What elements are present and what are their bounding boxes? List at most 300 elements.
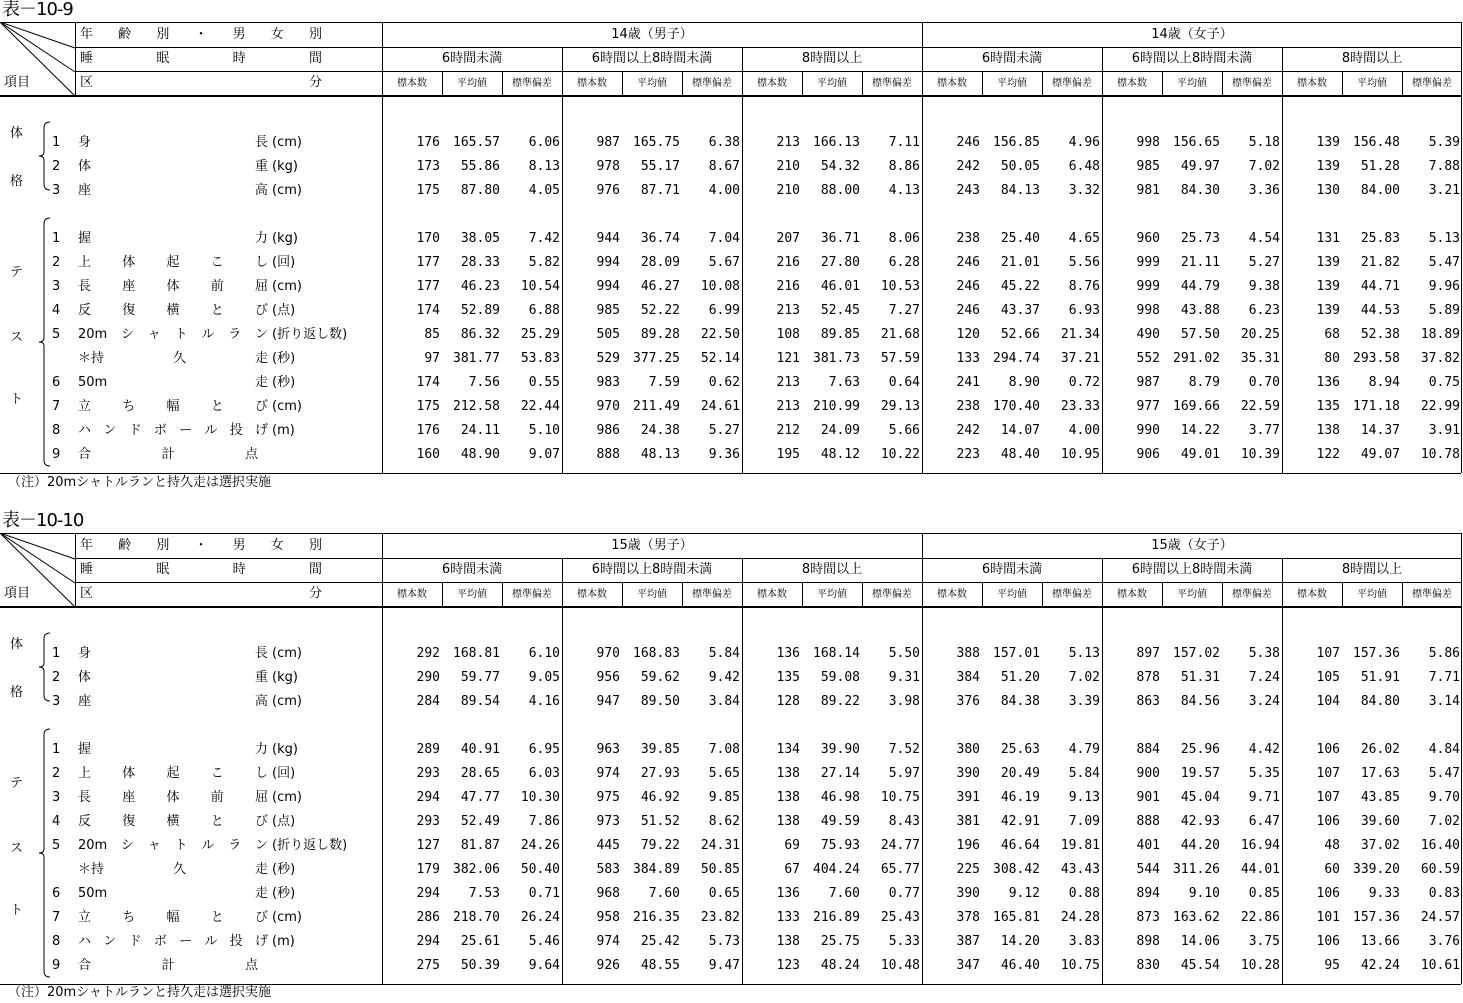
table-cell: 878 — [1136, 670, 1160, 685]
header-stat-label: 標本数 — [757, 589, 787, 600]
table-cell: 216.89 — [813, 910, 860, 925]
table-cell: 8.90 — [1008, 375, 1040, 390]
table-cell: 4.05 — [528, 183, 560, 198]
row-item-char: び — [254, 303, 268, 318]
table-cell: 46.98 — [820, 790, 860, 805]
table-cell: 242 — [956, 159, 980, 174]
table-cell: 7.86 — [528, 814, 560, 829]
table-cell: 293 — [416, 766, 440, 781]
header-category-label-char: 分 — [308, 586, 322, 601]
header-stat-label: 標本数 — [1117, 589, 1147, 600]
table-cell: 89.54 — [460, 694, 500, 709]
table-cell: 22.86 — [1240, 910, 1280, 925]
table-cell: 106 — [1316, 814, 1340, 829]
header-age-sex-label-char: 齢 — [118, 538, 132, 553]
table-cell: 46.27 — [640, 279, 680, 294]
table-cell: 10.39 — [1240, 447, 1280, 462]
table-cell: 57.59 — [880, 351, 920, 366]
table-cell: 990 — [1136, 423, 1160, 438]
table-cell: 9.70 — [1428, 790, 1460, 805]
table-cell: 888 — [596, 447, 620, 462]
table-cell: 404.24 — [813, 862, 860, 877]
row-item-char: 長 — [254, 646, 268, 661]
row-unit: (秒) — [272, 351, 296, 366]
header-item-label: 項目 — [4, 75, 31, 90]
row-item-char: ラ — [228, 838, 242, 853]
table-cell: 18.89 — [1420, 327, 1460, 342]
table-cell: 95 — [1324, 958, 1340, 973]
table-cell: 25.83 — [1360, 231, 1400, 246]
table-cell: 25.63 — [1000, 742, 1040, 757]
data-table — [0, 533, 1463, 984]
table-cell: 43.37 — [1000, 303, 1040, 318]
table-cell: 106 — [1316, 886, 1340, 901]
table-cell: 994 — [596, 279, 620, 294]
table-cell: 246 — [956, 303, 980, 318]
table-cell: 196 — [956, 838, 980, 853]
table-cell: 5.39 — [1428, 135, 1460, 150]
table-cell: 177 — [416, 279, 440, 294]
row-item-name — [78, 934, 268, 950]
table-cell: 3.75 — [1248, 934, 1280, 949]
table-cell: 46.92 — [640, 790, 680, 805]
row-unit: (秒) — [272, 886, 296, 901]
table-cell: 223 — [956, 447, 980, 462]
row-item-name — [78, 766, 268, 782]
table-title: 表－10-10 — [2, 510, 84, 531]
header-stat-label: 平均値 — [997, 78, 1027, 89]
table-cell: 944 — [596, 231, 620, 246]
row-item-char: 体 — [166, 279, 180, 294]
table-cell: 51.31 — [1180, 670, 1220, 685]
row-unit: (cm) — [272, 646, 302, 661]
table-cell: 6.88 — [528, 303, 560, 318]
table-cell: 177 — [416, 255, 440, 270]
table-cell: 970 — [596, 399, 620, 414]
table-cell: 5.65 — [708, 766, 740, 781]
table-cell: 139 — [1316, 279, 1340, 294]
table-cell: 136 — [1316, 375, 1340, 390]
table-cell: 212 — [776, 423, 800, 438]
header-sleep-group: 8時間以上 — [801, 562, 863, 577]
table-cell: 311.26 — [1173, 862, 1220, 877]
table-cell: 179 — [416, 862, 440, 877]
table-cell: 134 — [776, 742, 800, 757]
table-cell: 382.06 — [453, 862, 500, 877]
table-cell: 0.62 — [708, 375, 740, 390]
table-cell: 290 — [416, 670, 440, 685]
table-cell: 8.43 — [888, 814, 920, 829]
row-item-char: ル — [204, 423, 218, 438]
table-cell: 42.91 — [1000, 814, 1040, 829]
row-number: 3 — [52, 790, 61, 805]
row-item-name — [78, 447, 258, 463]
table-cell: 6.03 — [528, 766, 560, 781]
table-cell: 25.73 — [1180, 231, 1220, 246]
table-cell: 127 — [416, 838, 440, 853]
header-sleep-label-char: 時 — [232, 562, 246, 577]
table-cell: 24.11 — [460, 423, 500, 438]
table-cell: 0.77 — [888, 886, 920, 901]
table-cell: 3.91 — [1428, 423, 1460, 438]
table-cell: 79.22 — [640, 838, 680, 853]
header-stat-label: 平均値 — [1177, 78, 1207, 89]
table-cell: 21.82 — [1360, 255, 1400, 270]
table-cell: 246 — [956, 279, 980, 294]
table-cell: 156.48 — [1353, 135, 1400, 150]
row-number: 4 — [52, 303, 61, 318]
row-item-char: 復 — [122, 814, 136, 829]
table-cell: 884 — [1136, 742, 1160, 757]
row-item-char: 立 — [78, 910, 92, 925]
table-cell: 21.68 — [880, 327, 920, 342]
table-cell: 10.54 — [520, 279, 560, 294]
table-cell: 106 — [1316, 934, 1340, 949]
table-cell: 987 — [596, 135, 620, 150]
table-cell: 7.71 — [1428, 670, 1460, 685]
header-sleep-group: 8時間以上 — [1341, 51, 1403, 66]
table-cell: 135 — [776, 670, 800, 685]
header-stat-label: 平均値 — [637, 589, 667, 600]
header-male-group: 14歳（男子） — [611, 27, 693, 42]
table-cell: 170.40 — [993, 399, 1040, 414]
table-cell: 67 — [784, 862, 800, 877]
table-cell: 52.66 — [1000, 327, 1040, 342]
row-unit: (kg) — [272, 670, 298, 685]
table-cell: 37.21 — [1060, 351, 1100, 366]
row-number: 3 — [52, 694, 61, 709]
table-cell: 4.00 — [708, 183, 740, 198]
header-sleep-group: 6時間未満 — [981, 562, 1043, 577]
table-cell: 138 — [776, 766, 800, 781]
table-cell: 14.06 — [1180, 934, 1220, 949]
row-item-name — [78, 303, 268, 319]
row-item-char: ち — [122, 399, 136, 414]
row-item-char: 横 — [166, 303, 180, 318]
row-item-char: 走 — [254, 351, 268, 366]
table-cell: 9.05 — [528, 670, 560, 685]
body-group-label: 体 — [10, 637, 24, 652]
row-unit: (回) — [272, 255, 296, 270]
row-item-char: ン — [103, 934, 117, 949]
table-cell: 174 — [416, 375, 440, 390]
header-sleep-group: 6時間未満 — [981, 51, 1043, 66]
table-cell: 4.96 — [1068, 135, 1100, 150]
table-cell: 163.62 — [1173, 910, 1220, 925]
row-item-char: ハ — [78, 934, 92, 949]
table-cell: 7.02 — [1068, 670, 1100, 685]
row-unit: (kg) — [272, 231, 298, 246]
table-cell: 958 — [596, 910, 620, 925]
table-cell: 401 — [1136, 838, 1160, 853]
table-cell: 7.88 — [1428, 159, 1460, 174]
table-cell: 583 — [596, 862, 620, 877]
table-cell: 138 — [776, 790, 800, 805]
table-cell: 381.77 — [453, 351, 500, 366]
table-cell: 830 — [1136, 958, 1160, 973]
table-cell: 0.64 — [888, 375, 920, 390]
table-cell: 168.83 — [633, 646, 680, 661]
table-cell: 55.86 — [460, 159, 500, 174]
row-unit: (秒) — [272, 375, 296, 390]
table-cell: 84.56 — [1180, 694, 1220, 709]
table-cell: 216 — [776, 255, 800, 270]
table-cell: 139 — [1316, 135, 1340, 150]
row-item-name — [78, 670, 268, 686]
table-cell: 5.47 — [1428, 766, 1460, 781]
header-stat-label: 標準偏差 — [692, 78, 732, 89]
row-item-char: し — [254, 255, 268, 270]
header-age-sex-label-char: 別 — [156, 27, 170, 42]
table-cell: 293.58 — [1353, 351, 1400, 366]
row-item-char: 合 — [78, 447, 92, 462]
test-group-label: ト — [10, 392, 24, 407]
table-cell: 45.54 — [1180, 958, 1220, 973]
header-stat-label: 標本数 — [757, 78, 787, 89]
table-cell: 9.07 — [528, 447, 560, 462]
table-cell: 10.53 — [880, 279, 920, 294]
table-cell: 7.60 — [828, 886, 860, 901]
table-cell: 6.38 — [708, 135, 740, 150]
table-cell: 5.86 — [1428, 646, 1460, 661]
table-cell: 48.55 — [640, 958, 680, 973]
table-cell: 84.80 — [1360, 694, 1400, 709]
header-sleep-group: 6時間未満 — [441, 51, 503, 66]
table-cell: 75.93 — [820, 838, 860, 853]
table-cell: 7.56 — [468, 375, 500, 390]
table-cell: 7.53 — [468, 886, 500, 901]
table-cell: 5.38 — [1248, 646, 1280, 661]
table-cell: 19.81 — [1060, 838, 1100, 853]
table-cell: 906 — [1136, 447, 1160, 462]
table-cell: 986 — [596, 423, 620, 438]
table-cell: 54.32 — [820, 159, 860, 174]
table-cell: 50.85 — [700, 862, 740, 877]
row-item-name — [78, 910, 268, 926]
table-cell: 136 — [776, 646, 800, 661]
table-cell: 170 — [416, 231, 440, 246]
table-cell: 107 — [1316, 766, 1340, 781]
header-stat-label: 標本数 — [577, 78, 607, 89]
table-cell: 17.63 — [1360, 766, 1400, 781]
table-cell: 24.61 — [700, 399, 740, 414]
table-cell: 45.22 — [1000, 279, 1040, 294]
table-cell: 0.72 — [1068, 375, 1100, 390]
table-cell: 22.99 — [1420, 399, 1460, 414]
row-item-char: 幅 — [166, 910, 180, 925]
table-cell: 107 — [1316, 646, 1340, 661]
row-item-char: 屈 — [254, 790, 268, 805]
table-cell: 176 — [416, 135, 440, 150]
table-cell: 49.01 — [1180, 447, 1220, 462]
table-cell: 60 — [1324, 862, 1340, 877]
table-cell: 173 — [416, 159, 440, 174]
header-category-label-char: 分 — [308, 75, 322, 90]
row-unit: (m) — [272, 934, 295, 949]
table-cell: 157.36 — [1353, 910, 1400, 925]
row-item-name — [78, 423, 268, 439]
header-stat-label: 標準偏差 — [872, 589, 912, 600]
table-cell: 529 — [596, 351, 620, 366]
header-sleep-group: 6時間未満 — [441, 562, 503, 577]
table-cell: 238 — [956, 231, 980, 246]
table-cell: 10.61 — [1420, 958, 1460, 973]
table-cell: 339.20 — [1353, 862, 1400, 877]
table-cell: 51.20 — [1000, 670, 1040, 685]
header-stat-label: 平均値 — [1357, 589, 1387, 600]
table-cell: 5.46 — [528, 934, 560, 949]
table-cell: 60.59 — [1420, 862, 1460, 877]
row-item-char: ド — [128, 934, 142, 949]
row-item-char: ン — [254, 838, 268, 853]
header-sleep-label-char: 時 — [232, 51, 246, 66]
table-cell: 52.45 — [820, 303, 860, 318]
row-item-char: 座 — [122, 279, 136, 294]
table-cell: 213 — [776, 399, 800, 414]
row-item-name — [78, 399, 268, 415]
table-cell: 81.87 — [460, 838, 500, 853]
row-item-char: ボ — [153, 934, 167, 949]
body-group-label: 格 — [10, 174, 24, 189]
header-female-group: 15歳（女子） — [1151, 538, 1233, 553]
row-unit: (点) — [272, 814, 296, 829]
row-number: 2 — [52, 670, 61, 685]
table-cell: 8.13 — [528, 159, 560, 174]
row-item-char: 上 — [78, 255, 92, 270]
row-item-char: ち — [122, 910, 136, 925]
row-item-name — [78, 255, 268, 271]
header-category-label-char: 区 — [80, 586, 94, 601]
header-item-label: 項目 — [4, 586, 31, 601]
row-item-name — [78, 742, 268, 758]
table-cell: 84.30 — [1180, 183, 1220, 198]
table-cell: 900 — [1136, 766, 1160, 781]
table-cell: 46.01 — [820, 279, 860, 294]
table-cell: 387 — [956, 934, 980, 949]
table-cell: 246 — [956, 255, 980, 270]
table-cell: 10.75 — [880, 790, 920, 805]
row-item-char: 投 — [229, 423, 243, 438]
table-cell: 241 — [956, 375, 980, 390]
row-item-char: 高 — [254, 183, 268, 198]
table-cell: 14.20 — [1000, 934, 1040, 949]
table-cell: 27.93 — [640, 766, 680, 781]
header-sleep-group: 8時間以上 — [801, 51, 863, 66]
row-unit: (cm) — [272, 279, 302, 294]
row-unit: (cm) — [272, 910, 302, 925]
row-unit: (折り返し数) — [272, 327, 348, 342]
table-cell: 84.13 — [1000, 183, 1040, 198]
row-item-char: げ — [254, 423, 268, 438]
table-cell: 80 — [1324, 351, 1340, 366]
row-item-char: 体 — [122, 766, 136, 781]
table-cell: 26.24 — [520, 910, 560, 925]
table-cell: 207 — [776, 231, 800, 246]
table-cell: 390 — [956, 886, 980, 901]
table-cell: 381 — [956, 814, 980, 829]
row-item-char: 投 — [229, 934, 243, 949]
table-cell: 156.65 — [1173, 135, 1220, 150]
table-cell: 225 — [956, 862, 980, 877]
table-cell: 48.90 — [460, 447, 500, 462]
row-item-char: 横 — [166, 814, 180, 829]
table-cell: 25.40 — [1000, 231, 1040, 246]
header-sleep-group: 6時間以上8時間未満 — [1131, 51, 1253, 66]
table-cell: 24.77 — [880, 838, 920, 853]
header-stat-label: 標準偏差 — [1052, 589, 1092, 600]
row-item-char: ＊持 — [78, 862, 105, 877]
row-item-char: ボ — [153, 423, 167, 438]
header-category-label — [80, 586, 322, 602]
row-unit: (cm) — [272, 790, 302, 805]
table-cell: 10.28 — [1240, 958, 1280, 973]
table-cell: 0.71 — [528, 886, 560, 901]
table-cell: 24.28 — [1060, 910, 1100, 925]
table-cell: 57.50 — [1180, 327, 1220, 342]
table-cell: 445 — [596, 838, 620, 853]
table-cell: 25.42 — [640, 934, 680, 949]
table-cell: 238 — [956, 399, 980, 414]
table-cell: 160 — [416, 447, 440, 462]
table-cell: 123 — [776, 958, 800, 973]
table-cell: 391 — [956, 790, 980, 805]
table-cell: 294.74 — [993, 351, 1040, 366]
table-cell: 20.49 — [1000, 766, 1040, 781]
table-cell: 27.14 — [820, 766, 860, 781]
header-age-sex-label — [80, 27, 322, 43]
table-cell: 16.94 — [1240, 838, 1280, 853]
table-cell: 5.82 — [528, 255, 560, 270]
header-stat-label: 平均値 — [817, 589, 847, 600]
row-unit: (kg) — [272, 742, 298, 757]
row-unit: (kg) — [272, 159, 298, 174]
test-group-label: ス — [10, 330, 24, 345]
table-cell: 135 — [1316, 399, 1340, 414]
table-cell: 8.76 — [1068, 279, 1100, 294]
table-cell: 8.94 — [1368, 375, 1400, 390]
header-age-sex-label-char: 女 — [270, 538, 284, 553]
row-number: 1 — [52, 231, 61, 246]
row-item-char: 走 — [254, 886, 268, 901]
table-cell: 25.75 — [820, 934, 860, 949]
table-cell: 4.79 — [1068, 742, 1100, 757]
row-unit: (回) — [272, 766, 296, 781]
table-cell: 13.66 — [1360, 934, 1400, 949]
row-item-char: 体 — [122, 255, 136, 270]
table-cell: 210 — [776, 159, 800, 174]
row-item-char: 握 — [78, 742, 92, 757]
table-cell: 10.78 — [1420, 447, 1460, 462]
row-item-name — [78, 231, 268, 247]
table-cell: 210.99 — [813, 399, 860, 414]
table-cell: 3.32 — [1068, 183, 1100, 198]
table-cell: 107 — [1316, 790, 1340, 805]
table-cell: 3.84 — [708, 694, 740, 709]
table-cell: 4.84 — [1428, 742, 1460, 757]
row-item-char: 座 — [78, 694, 92, 709]
table-note: （注）20mシャトルランと持久走は選択実施 — [8, 475, 271, 490]
table-cell: 552 — [1136, 351, 1160, 366]
table-cell: 136 — [776, 886, 800, 901]
header-category-label — [80, 75, 322, 91]
header-sleep-label-char: 眠 — [156, 51, 170, 66]
row-item-char: 長 — [78, 790, 92, 805]
table-cell: 139 — [1316, 159, 1340, 174]
row-item-char: ン — [103, 423, 117, 438]
row-number: 8 — [52, 934, 61, 949]
row-number: 6 — [52, 375, 61, 390]
table-cell: 138 — [776, 934, 800, 949]
